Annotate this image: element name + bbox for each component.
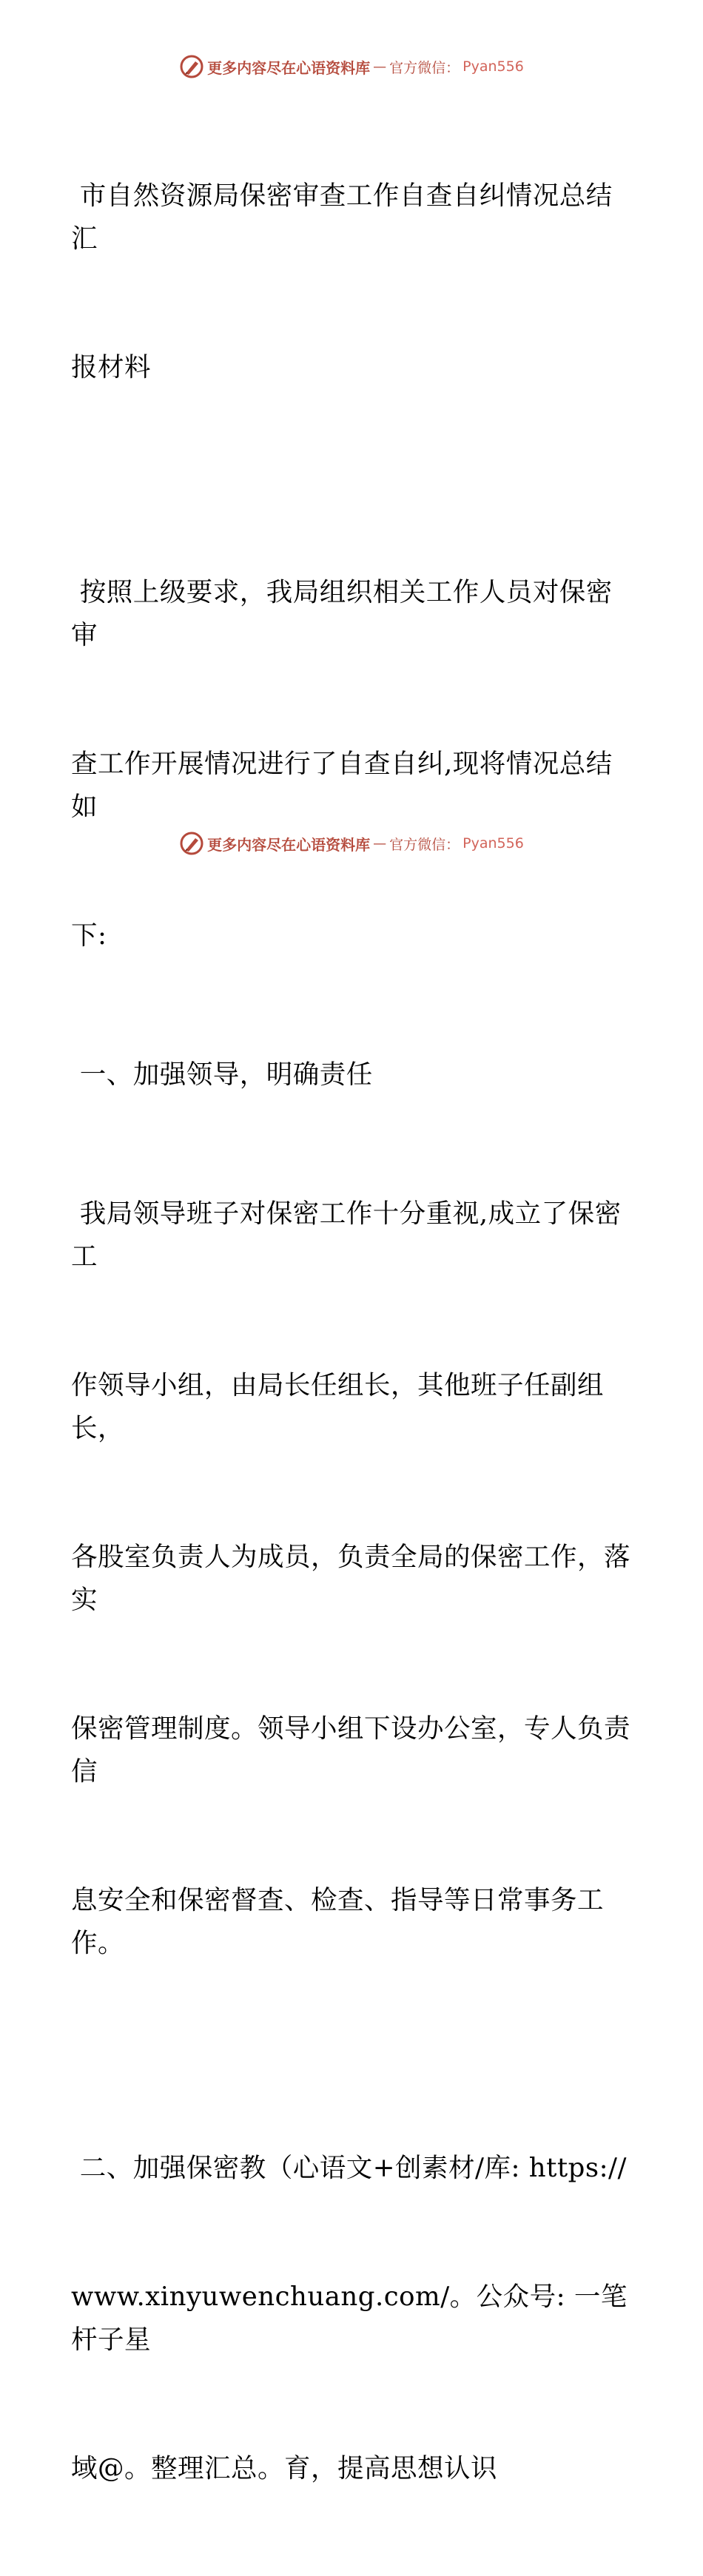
text-line: 保密管理制度。领导小组下设办公室，专人负责信 xyxy=(71,1713,631,1787)
document-title xyxy=(71,89,633,475)
watermark-official-label: 官方微信： xyxy=(389,836,460,853)
watermark-separator: — xyxy=(373,835,387,852)
watermark-wechat-id: Pyan556 xyxy=(462,58,524,75)
pen-logo-icon xyxy=(179,54,204,79)
text-line: 下: xyxy=(71,920,107,951)
section2-paragraph xyxy=(71,2061,633,2576)
watermark-main-text: 更多内容尽在心语资料库 xyxy=(207,58,371,77)
intro-paragraph xyxy=(71,485,633,1043)
document-body xyxy=(71,89,633,2576)
text-line: 域@。整理汇总。育，提高思想认识 xyxy=(71,2453,498,2484)
text-line: 按照上级要求，我局组织相关工作人员对保密审 xyxy=(71,577,613,650)
text-line: 我局领导班子对保密工作十分重视,成立了保密工 xyxy=(71,1198,622,1272)
section1-paragraph xyxy=(71,1107,633,2051)
text-line: 作领导小组，由局长任组长，其他班子任副组长， xyxy=(71,1370,605,1443)
watermark-official-label: 官方微信： xyxy=(389,59,460,76)
text-line: 各股室负责人为成员，负责全局的保密工作，落实 xyxy=(71,1542,631,1615)
pen-logo-icon xyxy=(179,831,204,856)
header-watermark xyxy=(0,50,703,83)
watermark-main-text: 更多内容尽在心语资料库 xyxy=(207,835,371,854)
text-line: 二、加强保密教（心语文+创素材/库: https:// xyxy=(71,2153,627,2183)
text-line: 查工作开展情况进行了自查自纠,现将情况总结如 xyxy=(71,749,613,822)
watermark-separator: — xyxy=(373,58,387,75)
footer-watermark xyxy=(0,827,703,860)
text-line: 息安全和保密督查、检查、指导等日常事务工作。 xyxy=(71,1885,605,1958)
title-line: 市自然资源局保密审查工作自查自纠情况总结汇 xyxy=(71,181,613,254)
section1-heading: 一、加强领导，明确责任 xyxy=(71,1059,373,1090)
text-line: www.xinyuwenchuang.com/。公众号: 一笔杆子星 xyxy=(71,2282,628,2355)
title-line: 报材料 xyxy=(71,352,152,382)
watermark-wechat-id: Pyan556 xyxy=(462,835,524,852)
